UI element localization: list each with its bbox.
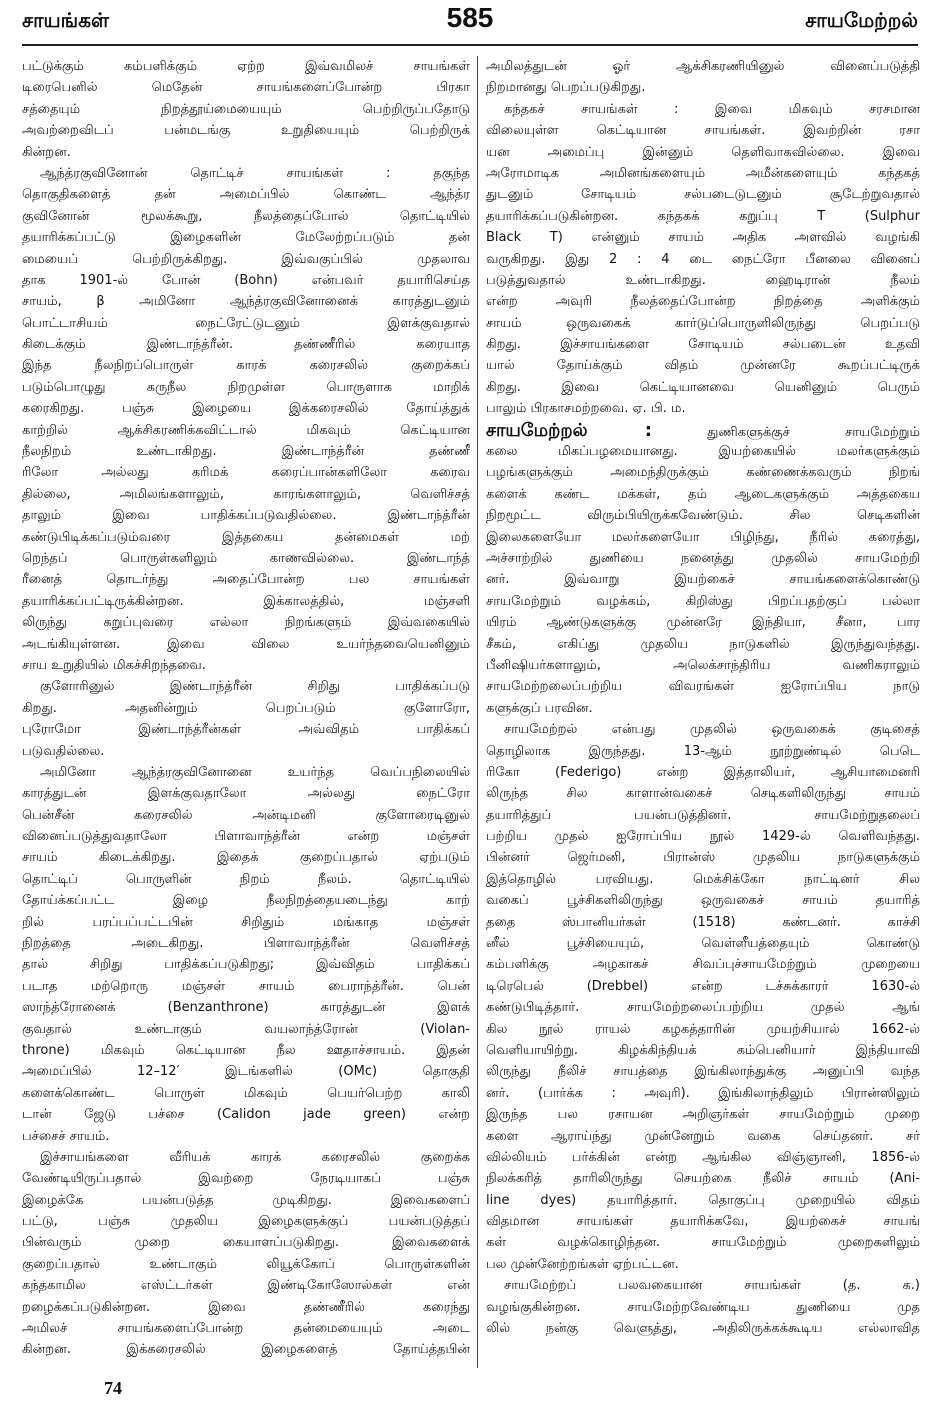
text-line: தயாரிக்கப்பட்டிருக்கின்றன. இக்காலத்தில், மஞ்சளி xyxy=(22,593,470,609)
text-line: யன அமைப்பு இன்னும் தெளிவாகவில்லை. இவை xyxy=(486,144,920,160)
text-line: line dyes) தயாரித்தார். தொகுப்பு முறையில் விதம் xyxy=(486,1192,920,1208)
text-line: கந்தகச் சாயங்கள் : இவை மிகவும் சரசமான xyxy=(504,101,920,117)
text-line: டிரெபெல் (Drebbel) என்ற டச்சுக்காரர் 1630-ல் xyxy=(486,978,920,994)
text-line: டிரைபெனில் மெதேன் சாயங்களைப்போன்ற பிரகா xyxy=(22,80,470,96)
page-header xyxy=(22,2,918,44)
text-line: தால் சிறிது பாதிக்கப்படுகிறது; இவ்விதம் பாதிக்கப் xyxy=(22,957,470,973)
text-line: அவற்றைவிடப் பன்மடங்கு உறுதியையும் பெற்றிருக் xyxy=(22,123,470,139)
text-line: தோய்க்கப்பட்ட இழை நீலநிறத்தையடைந்து காற் xyxy=(22,893,470,909)
text-line: வினைப்படுத்துவதாலோ பிளாவாந்த்ரீன் என்ற மஞ்சள் xyxy=(22,829,470,845)
text-line: தொட்டிப் பொருளின் நிறம் நீலம். தொட்டியில் xyxy=(22,871,470,887)
text-line: ததை ஸ்பானியர்கள் (1518) கண்டனர். காச்சி xyxy=(486,914,920,930)
text-line: வகைப் பூச்சிகளிலிருந்து ஒருவகைச் சாயம் தயாரித் xyxy=(486,893,920,909)
text-line: இருந்த பல ரசாயன அறிஞர்கள் சாயமேற்றும் முறை xyxy=(486,1107,920,1123)
text-line: தயாரிக்கப்படுகின்றன. கந்தகக் கறுப்பு T (Sulphur xyxy=(486,208,920,224)
text-line: கின்றன. இக்கரைசலில் இழைகளைத் தோய்த்தபின் xyxy=(22,1342,470,1358)
text-line: ரிலோ அல்லது கரிமக் கரைப்பான்களிலோ கரைவ xyxy=(22,465,470,481)
text-line: பச்சைச் சாயம். xyxy=(22,1128,110,1144)
text-line: பின்னர் ஜெர்மனி, பிரான்ஸ் முதலிய நாடுகளுக்கும் xyxy=(486,850,920,866)
text-line: யிரம் ஆண்டுகளுக்கு முன்னரே இந்தியா, சீனா, பார xyxy=(486,615,920,631)
text-line: குவதால் உண்டாகும் வயலாந்த்ரோன் (Violan- xyxy=(22,1021,470,1037)
text-line: கள் வழக்கொழிந்தன. சாயமேற்றும் முறைகளிலும் xyxy=(486,1235,920,1251)
text-line: தாக 1901-ல் போன் (Bohn) என்பவர் தயாரிசெய்த xyxy=(22,272,470,288)
text-line: களை ஆராய்ந்து முன்னேறும் வகை செய்தனர். சர் xyxy=(486,1128,920,1144)
text-line: கின்றன. xyxy=(22,144,71,160)
text-line: சீகம், எகிப்து முதலிய நாடுகளில் இருந்துவந்தது. xyxy=(486,636,920,652)
text-line: லிருந்து கறுப்புவரை எல்லா நிறங்களும் இவ்வகையில் xyxy=(22,615,470,631)
text-line: லிருந்து நீலிச் சாயத்தை இங்கிலாந்துக்கு அனுப்பி வந்த xyxy=(486,1064,920,1080)
text-line: னர். இவ்வாறு இயற்கைச் சாயங்களைக்கொண்டு xyxy=(486,572,920,588)
text-line: இத்தொழில் பரவியது. மெக்சிக்கோ நாட்டினர் சில xyxy=(486,871,920,887)
text-line: தொகுதிகளைத் தன் அமைப்பில் கொண்ட ஆந்த்ர xyxy=(22,187,470,203)
text-line: சாயம், β அமினோ ஆந்த்ரகுவினோனைக் காரத்துடனும் xyxy=(22,294,470,310)
text-line: இந்த நீலநிறப்பொருள் காரக் கரைசலில் குறைக்கப் xyxy=(22,358,470,374)
text-line: என்ற அவுரி நீலத்தைப்போன்ற நிறத்தை அளிக்கும் xyxy=(486,294,920,310)
text-line: தில்லை, அமிலங்களாலும், காரங்களாலும், வெளிச்சத் xyxy=(22,486,470,502)
text-line: பென்சீன் கரைசலில் அன்டிமனி குளோரைடினுல் xyxy=(22,807,470,823)
text-line: சாயம் ஒருவகைக் கார்டுப்பொருளிலிருந்து பெறப்படு xyxy=(486,315,920,331)
text-line: ஸாந்த்ரோனைக் (Benzanthrone) காரத்துடன் இளக் xyxy=(22,1000,470,1016)
text-line: கிறது. இவை கெட்டியானவை யெனினும் பெரும் xyxy=(486,379,920,395)
text-line: கில நூல் ராயல் கழகத்தாரின் முயற்சியால் 1662-ல் xyxy=(486,1021,920,1037)
signature-mark: 74 xyxy=(104,1378,122,1398)
text-line: வருகிறது. இது 2 : 4 டை நைட்ரோ பீனலை வினைப் xyxy=(486,251,920,267)
text-line: நிறத்தை அடைகிறது. பிளாவாந்த்ரீன் வெளிச்சத் xyxy=(22,936,470,952)
text-line: அச்சாற்றில் துணியை நனைத்து முதலில் சாயமேற்றி xyxy=(486,550,920,566)
text-line: கம்பளிக்கு அழகாகச் சிவப்புச்சாயமேற்றும் முறையை xyxy=(486,957,920,973)
text-line: களுக்குப் பரவின. xyxy=(486,700,593,716)
text-line: குளோரினுல் இண்டாந்த்ரீன் சிறிது பாதிக்கப்படு xyxy=(40,679,470,695)
text-line: தொழிலாக இருந்தது. 13-ஆம் நூற்றுண்டில் பெடெ xyxy=(486,743,920,759)
page-number: 585 xyxy=(446,2,494,33)
text-line: லிருந்த சில காளான்வகைச் செடிகளிலிருந்து சாயம் xyxy=(486,786,920,802)
text-line: சாயமேற்றல் என்பது முதலில் ஒருவகைக் குடிசைத் xyxy=(504,722,920,738)
text-line: கிறது. இச்சாயங்களை சோடியம் சல்படைன் உதவி xyxy=(486,337,920,353)
text-line: காற்றில் ஆக்சிகரணிக்கவிட்டால் மிகவும் கெட்டியான xyxy=(22,422,470,438)
running-head-left: சாயங்கள் xyxy=(22,8,110,32)
text-line: னீல் பூச்சியையும், வெள்ளீயத்தையும் கொண்டு xyxy=(486,936,920,952)
text-line: சாய உறுதியில் மிகச்சிறந்தவை. xyxy=(22,657,206,673)
text-line: இழைக்கே பயன்படுத்த முடிகிறது. இவைகளைப் xyxy=(22,1192,470,1208)
text-line: இச்சாயங்களை வீரியக் காரக் கரைசலில் குறைக்க xyxy=(40,1149,470,1165)
text-line xyxy=(486,420,920,441)
text-line: டான் ஜேடு பச்சை (Calidon jade green) என்ற xyxy=(22,1107,470,1123)
text-line: வில்லியம் பர்க்கின் என்ற ஆங்கில விஞ்ஞானி, 1856-ல் xyxy=(486,1149,920,1165)
text-line: றில் பரப்பப்பட்டபின் சிறிதும் மங்காத மஞ்சள் xyxy=(22,914,470,930)
text-line: சாயமேற்றும் வழக்கம், கிறிஸ்து பிறப்பதற்குப் பல்லா xyxy=(486,593,920,609)
text-line: பின்வரும் முறை கையாளப்படுகிறது. இவைகளைக் xyxy=(22,1235,470,1251)
text-line: னர். (பார்க்க : அவுரி). இங்கிலாந்திலும் பிரான்ஸிலும் xyxy=(486,1085,920,1101)
text-line: கிடைக்கும் இண்டாந்த்ரீன். தண்ணீரில் கரையாத xyxy=(22,337,470,353)
text-line: பட்டுக்கும் கம்பளிக்கும் ஏற்ற இவ்வமிலச் சாயங்கள் xyxy=(22,59,470,74)
column-divider xyxy=(477,56,478,1368)
text-line: கண்டுபிடிக்கப்படும்வரை இத்தகைய தன்மைகள் மற் xyxy=(22,529,470,545)
text-line: றழைக்கப்படுகின்றன. இவை தண்ணீரில் கரைந்து xyxy=(22,1299,470,1315)
text-line: பழங்களுக்கும் அமைந்திருக்கும் கண்ணைக்கவரும் நிறங் xyxy=(486,465,920,481)
entry-heading-continuation: துணிகளுக்குச் சாயமேற்றும் xyxy=(652,424,920,440)
text-line: களைக் கண்ட மக்கள், தம் ஆடைகளுக்கும் அத்தகைய xyxy=(486,486,920,502)
header-rule xyxy=(22,44,918,46)
text-line: இலைகளையோ மலர்களையோ பிழிந்து, நீரில் கரைத்து, xyxy=(486,529,920,545)
right-column xyxy=(486,56,920,1339)
text-line: பட்டு, பஞ்சு முதலிய இழைகளுக்குப் பயன்படுத்தப் xyxy=(22,1214,470,1230)
text-line: அரோமாடிக அமினங்களையும் அமீன்களையும் கந்தகத் xyxy=(486,165,920,181)
text-line: தயாரிக்கப்பட்டு இழைகளின் மேலேற்றப்படும் தன் xyxy=(22,230,470,246)
text-line: ஆந்த்ரகுவினோன் தொட்டிச் சாயங்கள் : தகுந்த xyxy=(40,165,470,181)
text-line: அமிலச் சாயங்களைப்போன்ற தன்மையையும் அடை xyxy=(22,1321,470,1337)
text-line: வழங்குகின்றன. சாயமேற்றவேண்டிய துணியை முத xyxy=(486,1299,920,1315)
text-line: சாயம் கிடைக்கிறது. இதைக் குறைப்பதால் ஏற்படும் xyxy=(22,850,470,866)
text-line: கந்தகாமில எஸ்ட்டர்கள் இண்டிகோஸோல்கள் என் xyxy=(22,1278,470,1294)
text-line: சாயமேற்றப் பலவகையான சாயங்கள் (த. க.) xyxy=(504,1278,920,1294)
text-line: நிறமானது பெறப்படுகிறது. xyxy=(486,80,646,96)
text-line: throne) மிகவும் கெட்டியான நீல ஊதாச்சாயம். இதன் xyxy=(22,1042,470,1058)
text-line: றெந்தப் பொருள்களிலும் காணவில்லை. இண்டாந்த் xyxy=(22,550,470,566)
text-line: குறைப்பதால் உண்டாகும் லியூக்கோப் பொருள்களின் xyxy=(22,1256,470,1272)
text-line: அமைப்பில் 12–12′ இடங்களில் (OMc) தொகுதி xyxy=(22,1064,470,1080)
text-line: படாத மற்றொரு மஞ்சள் சாயம் பைராந்த்ரீன். பென் xyxy=(22,978,470,994)
text-line: பாலும் பிரகாசமற்றவை. ஏ. பி. ம. xyxy=(486,401,686,417)
text-line: விதமான சாயங்கள் தயாரிக்கவே, இயற்கைச் சாயங் xyxy=(486,1214,920,1230)
text-line: படுவதில்லை. xyxy=(22,743,105,759)
text-line: அமிலத்துடன் ஓர் ஆக்சிகரணியினுல் வினைப்படுத்தி xyxy=(486,59,920,74)
text-line: களைக்கொண்ட பொருள் மிகவும் பெயர்பெற்ற காலி xyxy=(22,1085,470,1101)
text-line: பீனிஷியர்களாலும், அலெக்சாந்திரிய வணிகராலும் xyxy=(486,657,920,673)
text-line: சத்தையும் நிறத்தூய்மையையும் பெற்றிருப்பதோடு xyxy=(22,101,470,117)
text-line: யால் தோய்க்கும் விதம் முன்னரே கூறப்பட்டிருக் xyxy=(486,358,920,374)
text-line: கரைகிறது. பஞ்சு இழையை இக்கரைசலில் தோய்த்துக் xyxy=(22,401,470,417)
text-line: படும்பொழுது கருநீல நிறமுள்ள பொருளாக மாறிக் xyxy=(22,379,470,395)
left-column xyxy=(22,56,470,1361)
text-line: தயாரித்துப் பயன்படுத்தினர். சாயமேற்றுதலைப் xyxy=(486,807,920,823)
text-line: கிறது. அதனின்றும் பெறப்படும் குளோரோ, xyxy=(22,700,470,716)
text-line: அடங்கியுள்ளன. இவை விலை உயர்ந்தவையெனினும் xyxy=(22,636,470,652)
text-line: நிலக்கரித் தாரிலிருந்து செயற்கை நீலிச் சாயம் (Ani- xyxy=(486,1171,920,1187)
text-line: புரோமோ இண்டாந்த்ரீன்கள் அவ்விதம் பாதிக்கப் xyxy=(22,722,470,738)
text-line: பற்றிய முதல் ஐரோப்பிய நூல் 1429-ல் வெளிவந்தது. xyxy=(486,829,920,845)
text-line: படுத்துவதால் உண்டாகிறது. ஹைடிரான் நீலம் xyxy=(486,272,920,288)
text-line: ரீனைத் தொடர்ந்து அதைப்போன்ற பல சாயங்கள் xyxy=(22,572,470,588)
text-line: வெளியாயிற்று. கிழக்கிந்தியக் கம்பெனியார் இந்தியாவி xyxy=(486,1042,920,1058)
text-line: சாயமேற்றலைப்பற்றிய விவரங்கள் ஐரோப்பிய நாடு xyxy=(486,679,920,695)
text-line: பல முன்னேற்றங்கள் ஏற்பட்டன. xyxy=(486,1256,679,1272)
text-line: நீலநிறம் உண்டாகிறது. இண்டாந்த்ரீன் தண்ணீ xyxy=(22,444,470,460)
text-line: வேண்டியிருப்பதால் இவற்றை நேரடியாகப் பஞ்சு xyxy=(22,1171,470,1187)
entry-heading: சாயமேற்றல் : xyxy=(486,419,652,441)
text-line: கலை மிகப்பழமையானது. இயற்கையில் மலர்களுக்கும் xyxy=(486,444,920,460)
text-line: Black T) என்னும் சாயம் அதிக அளவில் வழங்கி xyxy=(486,230,920,246)
text-line: குவினோன் மூலக்கூறு, நீலத்தைப்போல் தொட்டியில் xyxy=(22,208,470,224)
text-line: நிறமூட்ட விரும்பியிருக்கவேண்டும். சில செடிகளின் xyxy=(486,508,920,524)
text-line: விலையுள்ள கெட்டியான சாயங்கள். இவற்றின் ரசா xyxy=(486,123,920,139)
text-line: மையைப் பெற்றிருக்கிறது. இவ்வகுப்பில் முதலாவ xyxy=(22,251,470,267)
text-line: தாலும் இவை பாதிக்கப்படுவதில்லை. இண்டாந்த்ரீன் xyxy=(22,508,470,524)
text-line: காரத்துடன் இளக்குவதாலோ அல்லது நைட்ரோ xyxy=(22,786,470,802)
text-line: பொட்டாசியம் நைட்ரேட்டுடனும் இளக்குவதால் xyxy=(22,315,470,331)
text-line: கண்டுபிடித்தார். சாயமேற்றலைப்பற்றிய முதல் ஆங் xyxy=(486,1000,920,1016)
running-head-right: சாயமேற்றல் xyxy=(805,8,918,32)
text-line: துடனும் சோடியம் சல்படைடுடனும் சூடேற்றுவதால் xyxy=(486,187,920,203)
text-line: லில் நன்கு வெளுத்து, அதிலிருக்கக்கூடிய எல்லாவித xyxy=(486,1321,920,1337)
text-line: ரிகோ (Federigo) என்ற இத்தாலியர், ஆசியாமைனரி xyxy=(486,764,920,780)
text-line: அமினோ ஆந்த்ரகுவினோனை உயர்ந்த வெப்பநிலையில் xyxy=(40,764,470,780)
